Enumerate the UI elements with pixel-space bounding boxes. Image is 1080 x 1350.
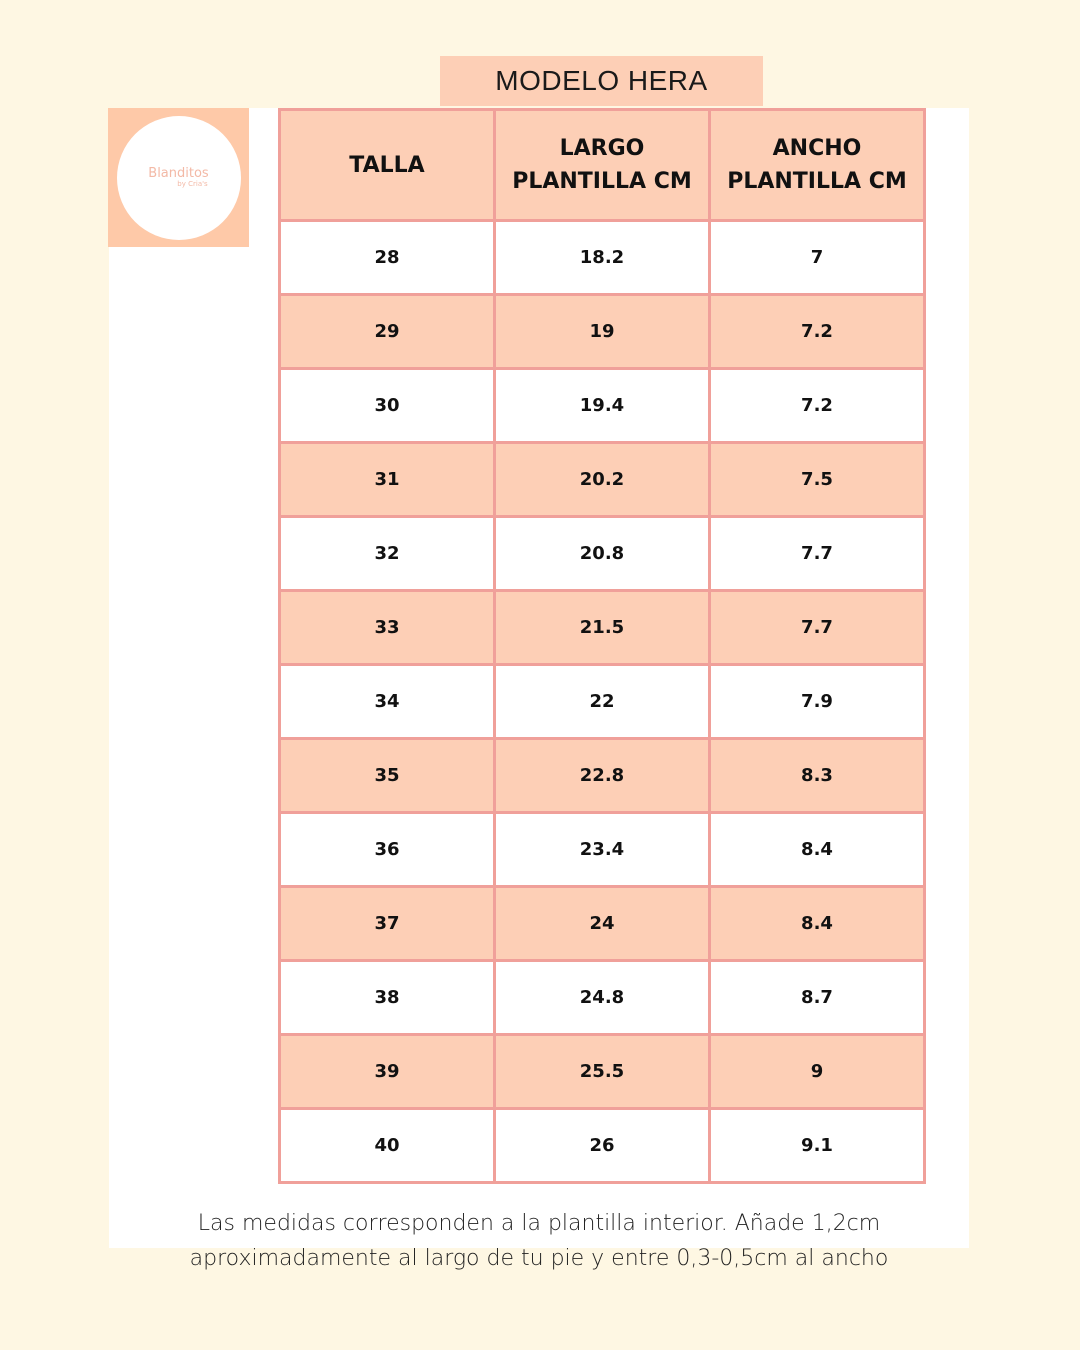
page-title: MODELO HERA: [440, 56, 763, 106]
cell-talla: 30: [280, 369, 495, 443]
cell-ancho: 7.7: [710, 591, 925, 665]
cell-largo: 24: [495, 887, 710, 961]
cell-talla: 29: [280, 295, 495, 369]
cell-talla: 28: [280, 221, 495, 295]
table-row: [280, 1035, 925, 1109]
table-row: [280, 665, 925, 739]
note-line-1: Las medidas corresponden a la plantilla interior. Añade 1,2cm: [197, 1211, 881, 1236]
table-row: [280, 813, 925, 887]
cell-ancho: 8.4: [710, 813, 925, 887]
header-talla: TALLA: [280, 110, 495, 221]
cell-ancho: 7.2: [710, 295, 925, 369]
cell-talla: 31: [280, 443, 495, 517]
header-ancho: ANCHO PLANTILLA CM: [710, 110, 925, 221]
table-row: [280, 369, 925, 443]
logo-subtitle: by Cria's: [177, 179, 208, 188]
table-row: [280, 517, 925, 591]
cell-ancho: 7.2: [710, 369, 925, 443]
cell-largo: 21.5: [495, 591, 710, 665]
measurement-note: [109, 1206, 969, 1276]
cell-ancho: 7.9: [710, 665, 925, 739]
table-row: [280, 1109, 925, 1183]
cell-largo: 19.4: [495, 369, 710, 443]
cell-largo: 19: [495, 295, 710, 369]
cell-largo: 18.2: [495, 221, 710, 295]
cell-talla: 37: [280, 887, 495, 961]
cell-largo: 20.2: [495, 443, 710, 517]
logo-name: Blanditos: [148, 165, 209, 181]
cell-largo: 24.8: [495, 961, 710, 1035]
note-line-2: aproximadamente al largo de tu pie y entre 0,3-0,5cm al ancho: [189, 1246, 889, 1271]
brand-logo: [108, 108, 249, 247]
cell-largo: 22: [495, 665, 710, 739]
table-row: [280, 739, 925, 813]
cell-largo: 23.4: [495, 813, 710, 887]
cell-talla: 34: [280, 665, 495, 739]
cell-largo: 25.5: [495, 1035, 710, 1109]
cell-ancho: 7.5: [710, 443, 925, 517]
cell-talla: 39: [280, 1035, 495, 1109]
cell-ancho: 9: [710, 1035, 925, 1109]
cell-talla: 38: [280, 961, 495, 1035]
cell-talla: 33: [280, 591, 495, 665]
cell-ancho: 9.1: [710, 1109, 925, 1183]
table-row: [280, 591, 925, 665]
table-row: [280, 887, 925, 961]
cell-ancho: 7.7: [710, 517, 925, 591]
cell-largo: 26: [495, 1109, 710, 1183]
cell-ancho: 8.3: [710, 739, 925, 813]
logo-circle: [117, 116, 241, 240]
cell-ancho: 7: [710, 221, 925, 295]
table-row: [280, 961, 925, 1035]
cell-talla: 36: [280, 813, 495, 887]
table-header-row: [280, 110, 925, 221]
cell-talla: 32: [280, 517, 495, 591]
cell-ancho: 8.7: [710, 961, 925, 1035]
size-table: [278, 108, 926, 1184]
table-row: [280, 443, 925, 517]
cell-ancho: 8.4: [710, 887, 925, 961]
table-row: [280, 295, 925, 369]
cell-talla: 40: [280, 1109, 495, 1183]
cell-largo: 22.8: [495, 739, 710, 813]
cell-largo: 20.8: [495, 517, 710, 591]
cell-talla: 35: [280, 739, 495, 813]
table-row: [280, 221, 925, 295]
header-largo: LARGO PLANTILLA CM: [495, 110, 710, 221]
